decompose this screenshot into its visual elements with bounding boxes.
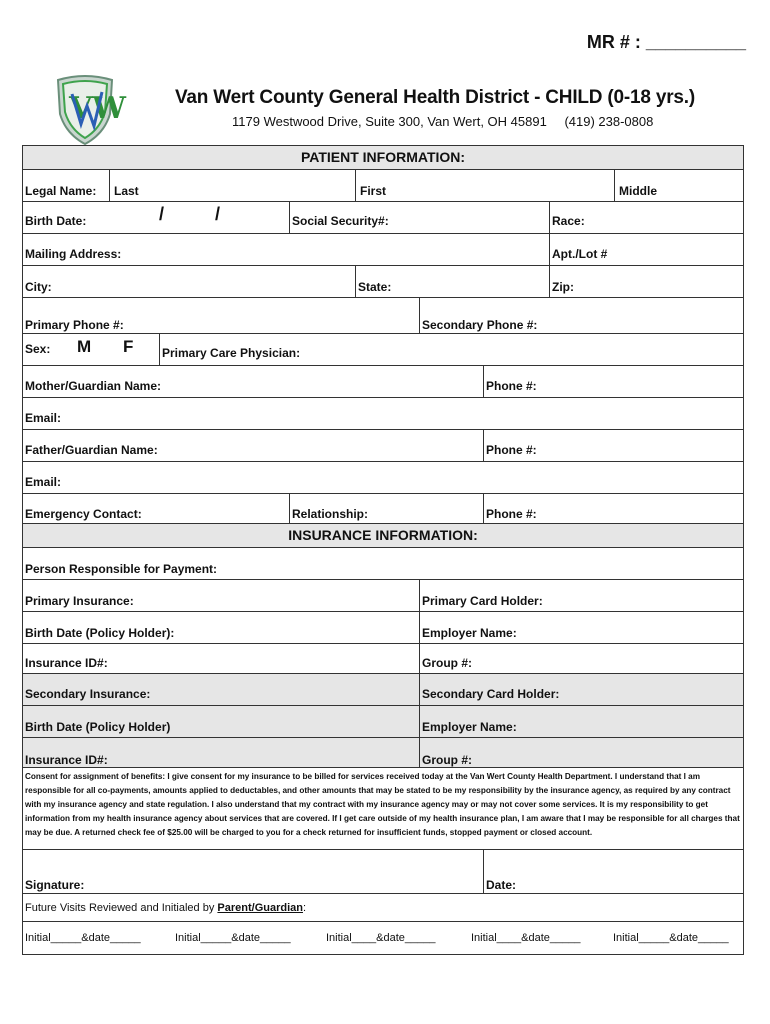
employer-label: Employer Name: bbox=[422, 626, 517, 640]
date-label: Date: bbox=[486, 878, 517, 892]
race-label: Race: bbox=[552, 214, 585, 228]
initial-date-field[interactable]: Initial____&date_____ bbox=[326, 932, 436, 944]
health-district-logo-icon bbox=[54, 74, 126, 146]
last-name-label: Last bbox=[114, 184, 139, 198]
state-label: State: bbox=[358, 280, 392, 294]
initial-date-field[interactable]: Initial____&date_____ bbox=[471, 932, 581, 944]
mailing-row[interactable] bbox=[23, 234, 743, 266]
signature-label: Signature: bbox=[25, 878, 85, 892]
date-slash: / bbox=[159, 204, 165, 224]
responsible-row[interactable] bbox=[23, 548, 743, 580]
sex-row[interactable] bbox=[23, 334, 743, 366]
apt-label: Apt./Lot # bbox=[552, 247, 608, 261]
ssn-label: Social Security#: bbox=[292, 214, 389, 228]
legal-name-label: Legal Name: bbox=[25, 184, 97, 198]
emergency-row[interactable] bbox=[23, 494, 743, 524]
father-email-row[interactable] bbox=[23, 462, 743, 494]
future-visits-row bbox=[23, 894, 743, 922]
father-row[interactable] bbox=[23, 430, 743, 462]
secondary-insurance-row[interactable] bbox=[23, 674, 743, 706]
initials-row[interactable] bbox=[23, 922, 743, 954]
sex-option-male[interactable]: M bbox=[77, 337, 92, 356]
first-name-label: First bbox=[360, 184, 387, 198]
consent-text: Consent for assignment of benefits: I give consent for my insurance to be billed for services received today at the Van Wert County Health Department. I understand that I am responsible for all co-payments, amounts applied to deductables, and other amounts that may be stated to be my responsibility by the insurance agency, as required by any contract with my insurance agency and state regulation. I also understand that my contract with my insurance agency may or may not cover some services. It is my responsibility to get information from my health insurance agency about services that are covered. If I get care outside of my health insurance plan, I am aware that I may be responsible for all charges that may be due. A returned check fee of $25.00 will be charged to you for a check returned for insufficient funds, stopped payment or closed account. bbox=[25, 772, 740, 837]
emergency-contact-label: Emergency Contact: bbox=[25, 507, 142, 521]
mother-phone-label: Phone #: bbox=[486, 379, 537, 393]
mailing-address-label: Mailing Address: bbox=[25, 247, 122, 261]
relationship-label: Relationship: bbox=[292, 507, 369, 521]
mother-name-label: Mother/Guardian Name: bbox=[25, 379, 162, 393]
consent-row bbox=[23, 768, 743, 850]
middle-name-label: Middle bbox=[619, 184, 657, 198]
secondary-phone-label: Secondary Phone #: bbox=[422, 318, 538, 332]
date-slash: / bbox=[215, 204, 221, 224]
signature-row[interactable] bbox=[23, 850, 743, 894]
insurance-section-title: INSURANCE INFORMATION: bbox=[288, 527, 478, 543]
secondary-insurance-id-label: Insurance ID#: bbox=[25, 753, 108, 767]
mother-email-row[interactable] bbox=[23, 398, 743, 430]
secondary-employer-label: Employer Name: bbox=[422, 720, 517, 734]
father-name-label: Father/Guardian Name: bbox=[25, 443, 158, 457]
future-visits-text: Future Visits Reviewed and Initialed by bbox=[25, 902, 218, 914]
primary-insurance-row[interactable] bbox=[23, 580, 743, 612]
primary-phone-label: Primary Phone #: bbox=[25, 318, 124, 332]
policy-birth-row[interactable] bbox=[23, 612, 743, 644]
group-label: Group #: bbox=[422, 656, 472, 670]
insurance-id-row[interactable] bbox=[23, 644, 743, 674]
phone-row[interactable] bbox=[23, 298, 743, 334]
emergency-phone-label: Phone #: bbox=[486, 507, 537, 521]
mother-email-label: Email: bbox=[25, 411, 62, 425]
future-visits-label bbox=[25, 902, 306, 914]
mr-number: MR # : __________ bbox=[586, 32, 746, 52]
secondary-insurance-id-row[interactable] bbox=[23, 738, 743, 768]
city-row[interactable] bbox=[23, 266, 743, 298]
policy-birth-label: Birth Date (Policy Holder): bbox=[25, 626, 175, 640]
sex-option-female[interactable]: F bbox=[123, 337, 134, 356]
page-title: Van Wert County General Health District - CHILD (0-18 yrs.) bbox=[175, 87, 695, 108]
logo-text: VW bbox=[69, 91, 126, 126]
parent-guardian-text: Parent/Guardian bbox=[217, 902, 303, 914]
registration-form bbox=[22, 145, 744, 955]
secondary-policy-birth-row[interactable] bbox=[23, 706, 743, 738]
phone-number: (419) 238-0808 bbox=[564, 114, 654, 129]
birth-date-row[interactable] bbox=[23, 202, 743, 234]
colon: : bbox=[302, 902, 307, 914]
secondary-group-label: Group #: bbox=[422, 753, 472, 767]
insurance-id-label: Insurance ID#: bbox=[25, 656, 108, 670]
secondary-insurance-label: Secondary Insurance: bbox=[25, 687, 151, 701]
patient-section-title: PATIENT INFORMATION: bbox=[300, 149, 466, 165]
initial-date-field[interactable]: Initial_____&date_____ bbox=[175, 932, 291, 944]
father-phone-label: Phone #: bbox=[486, 443, 537, 457]
city-label: City: bbox=[25, 280, 52, 294]
insurance-section-header bbox=[23, 524, 743, 548]
primary-insurance-label: Primary Insurance: bbox=[25, 594, 134, 608]
patient-section-header bbox=[23, 146, 743, 170]
initial-date-field[interactable]: Initial_____&date_____ bbox=[25, 932, 141, 944]
secondary-holder-label: Secondary Card Holder: bbox=[422, 687, 560, 701]
mother-row[interactable] bbox=[23, 366, 743, 398]
birth-date-label: Birth Date: bbox=[25, 214, 87, 228]
address: 1179 Westwood Drive, Suite 300, Van Wert, OH 45891 bbox=[232, 114, 547, 129]
sex-label: Sex: bbox=[25, 342, 51, 356]
secondary-policy-birth-label: Birth Date (Policy Holder) bbox=[25, 720, 171, 734]
initial-date-field[interactable]: Initial_____&date_____ bbox=[613, 932, 729, 944]
pcp-label: Primary Care Physician: bbox=[162, 346, 301, 360]
primary-holder-label: Primary Card Holder: bbox=[422, 594, 543, 608]
zip-label: Zip: bbox=[552, 280, 574, 294]
legal-name-row[interactable] bbox=[23, 170, 743, 202]
responsible-label: Person Responsible for Payment: bbox=[25, 562, 218, 576]
father-email-label: Email: bbox=[25, 475, 62, 489]
address-line bbox=[232, 114, 667, 129]
